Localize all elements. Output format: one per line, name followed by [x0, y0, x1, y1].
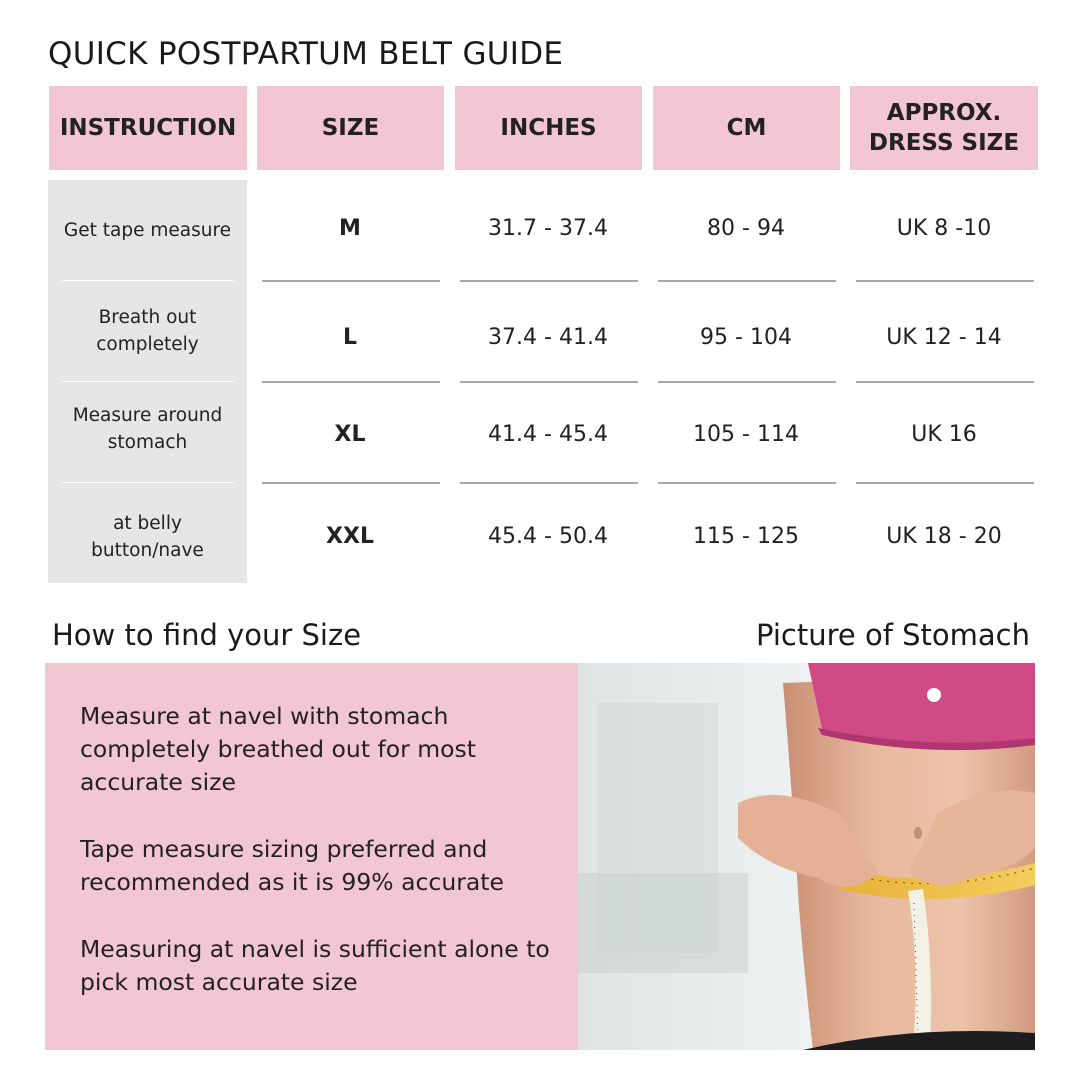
inches-cell: 41.4 - 45.4 [488, 421, 608, 447]
row-divider [460, 280, 638, 282]
header-dress-size [850, 86, 1038, 170]
inches-cell: 31.7 - 37.4 [488, 215, 608, 241]
header-size: SIZE [257, 86, 444, 170]
row-divider [460, 381, 638, 383]
row-divider [856, 482, 1034, 484]
size-cell: M [339, 215, 361, 241]
row-divider [262, 280, 440, 282]
size-cell: L [342, 324, 358, 350]
cm-cell: 115 - 125 [693, 523, 799, 549]
row-divider [658, 482, 836, 484]
instruction-cell: at belly button/nave [91, 513, 204, 561]
header-cm: CM [653, 86, 840, 170]
row-divider [460, 482, 638, 484]
stomach-photo [578, 663, 1035, 1050]
dress-size-cell: UK 18 - 20 [886, 523, 1002, 549]
picture-heading: Picture of Stomach [756, 618, 1030, 652]
header-dress-line2: DRESS SIZE [868, 130, 1020, 156]
instruction-divider [62, 482, 234, 483]
how-to-paragraph: Tape measure sizing preferred and recommended as it is 99% accurate [80, 835, 504, 896]
dress-size-cell: UK 12 - 14 [886, 324, 1002, 350]
page-title: QUICK POSTPARTUM BELT GUIDE [48, 36, 564, 72]
instruction-cell: Breath out completely [96, 307, 199, 355]
size-cell: XL [334, 421, 366, 447]
inches-cell: 37.4 - 41.4 [488, 324, 608, 350]
how-to-paragraph: Measuring at navel is sufficient alone to pick most accurate size [80, 935, 550, 996]
dress-size-cell: UK 16 [911, 421, 977, 447]
header-inches: INCHES [455, 86, 642, 170]
row-divider [262, 482, 440, 484]
size-cell: XXL [326, 523, 374, 549]
how-to-paragraph: Measure at navel with stomach completely breathed out for most accurate size [80, 702, 477, 796]
row-divider [856, 280, 1034, 282]
cm-cell: 105 - 114 [693, 421, 799, 447]
header-instruction: INSTRUCTION [49, 86, 247, 170]
dress-size-cell: UK 8 -10 [896, 215, 992, 241]
row-divider [658, 280, 836, 282]
inches-cell: 45.4 - 50.4 [488, 523, 608, 549]
instruction-cell: Measure around stomach [72, 405, 223, 453]
cm-cell: 80 - 94 [707, 215, 785, 241]
row-divider [856, 381, 1034, 383]
how-to-heading: How to find your Size [52, 618, 362, 652]
instruction-cell: Get tape measure [63, 219, 232, 241]
cm-cell: 95 - 104 [700, 324, 792, 350]
row-divider [262, 381, 440, 383]
row-divider [658, 381, 836, 383]
header-dress-line1: APPROX. [886, 100, 1002, 126]
